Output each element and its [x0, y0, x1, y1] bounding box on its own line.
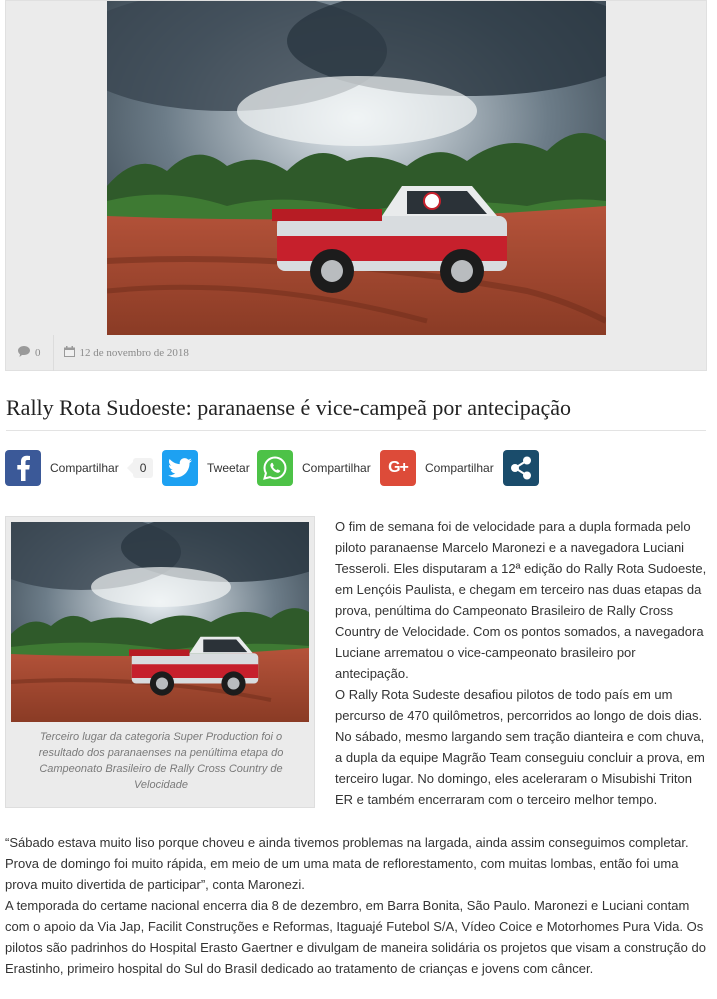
- article-title: Rally Rota Sudoeste: paranaense é vice-campeã por antecipação: [6, 395, 572, 420]
- post-date-text: 12 de novembro de 2018: [79, 347, 189, 359]
- googleplus-share-button[interactable]: [380, 450, 494, 486]
- featured-image-rally-car: [107, 1, 606, 335]
- whatsapp-share-label: Compartilhar: [302, 461, 371, 475]
- calendar-icon: [64, 346, 75, 360]
- article-image-rally-car: [11, 522, 309, 722]
- twitter-icon: [162, 450, 198, 486]
- facebook-icon: [5, 450, 41, 486]
- title-divider: [6, 430, 706, 431]
- share-icon: [503, 450, 539, 486]
- post-meta-bar: [6, 335, 706, 371]
- whatsapp-icon: [257, 450, 293, 486]
- share-bar: [5, 450, 565, 486]
- article-paragraph-2: O Rally Rota Sudeste desafiou pilotos de todo país em um percurso de 470 quilômetros, percorridos ao longo de dois dias. No sábado, mesmo largando sem tração dianteira e com chuva, a dupla da equipe Magrão Team conseguiu concluir a prova, em terceiro lugar. No domingo, eles aceleraram o Misubishi Triton ER e também encerraram com o terceiro melhor tempo.: [335, 687, 705, 807]
- figure-caption: Terceiro lugar da categoria Super Production foi o resultado dos paranaenses na penúltima etapa do Campeonato Brasileiro de Rally Cross Country de Velocidade: [38, 731, 284, 791]
- twitter-share-button[interactable]: [162, 450, 250, 486]
- googleplus-icon: G+: [380, 450, 416, 486]
- more-share-button[interactable]: [503, 450, 539, 486]
- whatsapp-share-button[interactable]: [257, 450, 371, 486]
- article-paragraph-3: “Sábado estava muito liso porque choveu e ainda tivemos problemas na largada, ainda assim conseguimos completar. Prova de domingo foi muito rápida, em meio de um uma mata de reflorestamento, com muitas lombas, então foi uma prova muito divertida de participar”, conta Maronezi.: [5, 835, 689, 892]
- facebook-share-count: 0: [133, 458, 154, 478]
- twitter-share-label: Tweetar: [207, 461, 250, 475]
- comment-count-value: 0: [35, 347, 41, 359]
- comment-icon: [18, 346, 30, 360]
- post-date: [54, 346, 199, 360]
- comment-count[interactable]: [6, 335, 54, 371]
- article-paragraph-4: A temporada do certame nacional encerra dia 8 de dezembro, em Barra Bonita, São Paulo. Maronezi e Luciani contam com o apoio da Via Jap, Facilit Construções e Reformas, Itaguajé Futebol S/A, Vídeo Coice e Motorhomes Pura Vida. Os pilotos são padrinhos do Hospital Erasto Gaertner e divulgam de maneira solidária os projetos que visam a construção do Erastinho, primeiro hospital do Sul do Brasil dedicado ao tratamento de crianças e jovens com câncer.: [5, 898, 706, 976]
- facebook-share-label: Compartilhar: [50, 461, 119, 475]
- facebook-share-button[interactable]: [5, 450, 153, 486]
- featured-image-container: [5, 0, 707, 371]
- article-figure: [5, 516, 315, 808]
- googleplus-share-label: Compartilhar: [425, 461, 494, 475]
- article-paragraph-1: O fim de semana foi de velocidade para a dupla formada pelo piloto paranaense Marcelo Maronezi e a navegadora Luciani Tesseroli. Eles disputaram a 12ª edição do Rally Rota Sudoeste, em Lençóis Paulista, e chegam em terceiro nas duas etapas da prova, penúltima do Campeonato Brasileiro de Rally Cross Country de Velocidade. Com os pontos somados, a navegadora Luciane arrematou o vice-campeonato brasileiro por antecipação.: [335, 519, 707, 681]
